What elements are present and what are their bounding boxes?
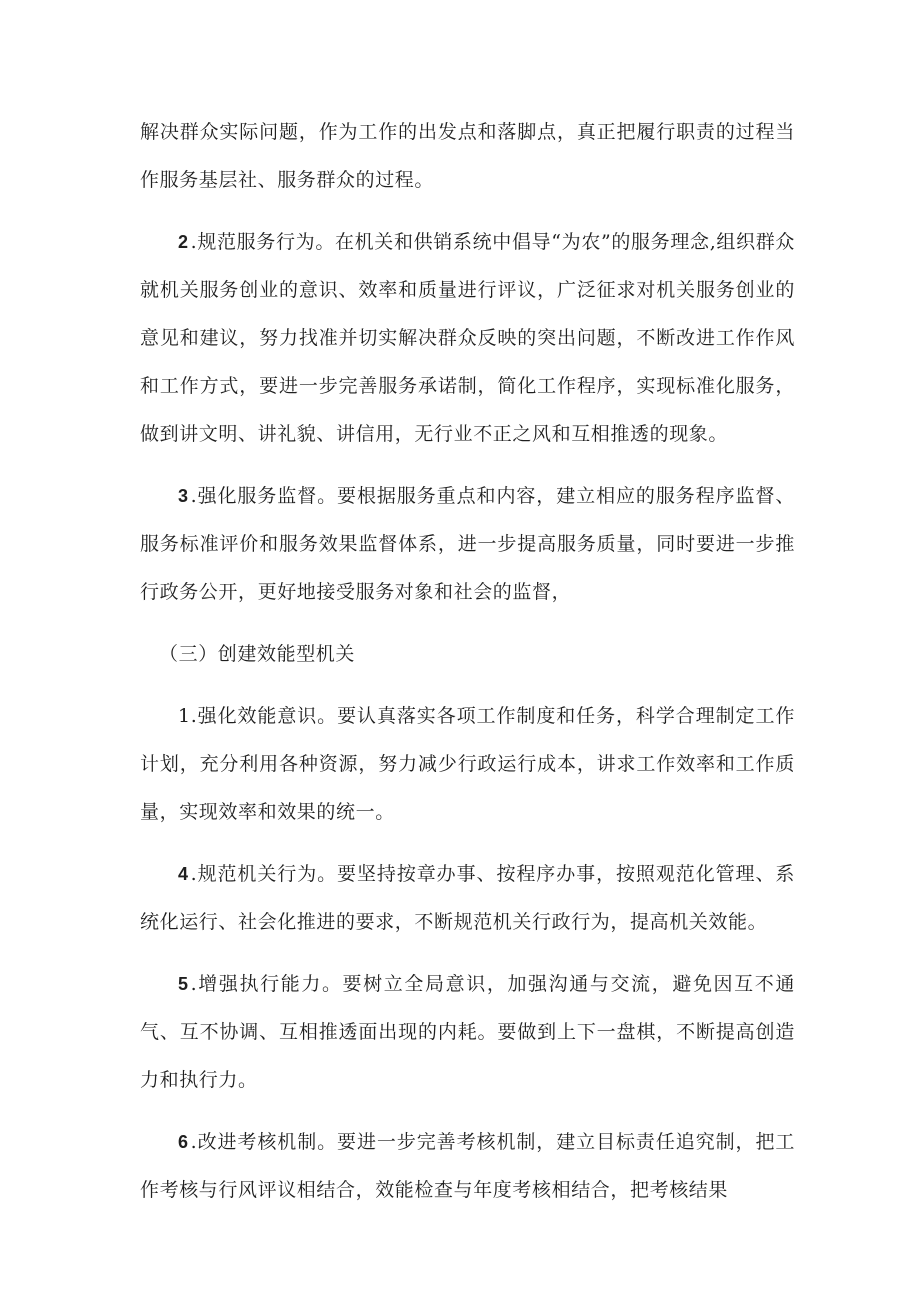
paragraph-text: .强化服务监督。要根据服务重点和内容，建立相应的服务程序监督、服务标准评价和服务效果监督体系，进一步提高服务质量，同时要进一步推行政务公开，更好地接受服务对象和社会的监督， <box>140 485 795 603</box>
paragraph-item-3 <box>140 472 795 616</box>
section-heading <box>140 630 795 678</box>
paragraph-text: .规范服务行为。在机关和供销系统中倡导“为农”的服务理念,组织群众就机关服务创业的意识、效率和质量进行评议，广泛征求对机关服务创业的意见和建议，努力找准并切实解决群众反映的突出问题，不断改进工作作风和工作方式，要进一步完善服务承诺制，简化工作程序，实现标准化服务，做到讲文明、讲礼貌、讲信用，无行业不正之风和互相推透的现象。 <box>140 231 795 445</box>
paragraph-item-6 <box>140 1118 795 1214</box>
paragraph-item-1 <box>140 692 795 836</box>
paragraph-text: 1.强化效能意识。要认真落实各项工作制度和任务，科学合理制定工作计划，充分利用各种资源，努力减少行政运行成本，讲求工作效率和工作质量，实现效率和效果的统一。 <box>140 705 795 823</box>
paragraph-item-2 <box>140 218 795 458</box>
item-number: 6 <box>178 1132 189 1152</box>
document-body <box>140 108 795 1228</box>
paragraph-item-4 <box>140 850 795 946</box>
paragraph-text: .改进考核机制。要进一步完善考核机制，建立目标责任追究制，把工作考核与行风评议相结合，效能检查与年度考核相结合，把考核结果 <box>140 1131 795 1201</box>
paragraph-text: .增强执行能力。要树立全局意识，加强沟通与交流，避免因互不通气、互不协调、互相推透面出现的内耗。要做到上下一盘棋，不断提高创造力和执行力。 <box>140 973 795 1091</box>
item-number: 5 <box>178 974 189 994</box>
section-heading-text: （三）创建效能型机关 <box>159 643 356 665</box>
paragraph-text: 解决群众实际问题，作为工作的出发点和落脚点，真正把履行职责的过程当作服务基层社、服务群众的过程。 <box>140 121 795 191</box>
item-number: 3 <box>178 486 189 506</box>
paragraph-text: .规范机关行为。要坚持按章办事、按程序办事，按照观范化管理、系统化运行、社会化推进的要求，不断规范机关行政行为，提高机关效能。 <box>140 863 795 933</box>
paragraph-continued <box>140 108 795 204</box>
item-number: 2 <box>178 232 189 252</box>
paragraph-item-5 <box>140 960 795 1104</box>
item-number: 4 <box>178 864 189 884</box>
